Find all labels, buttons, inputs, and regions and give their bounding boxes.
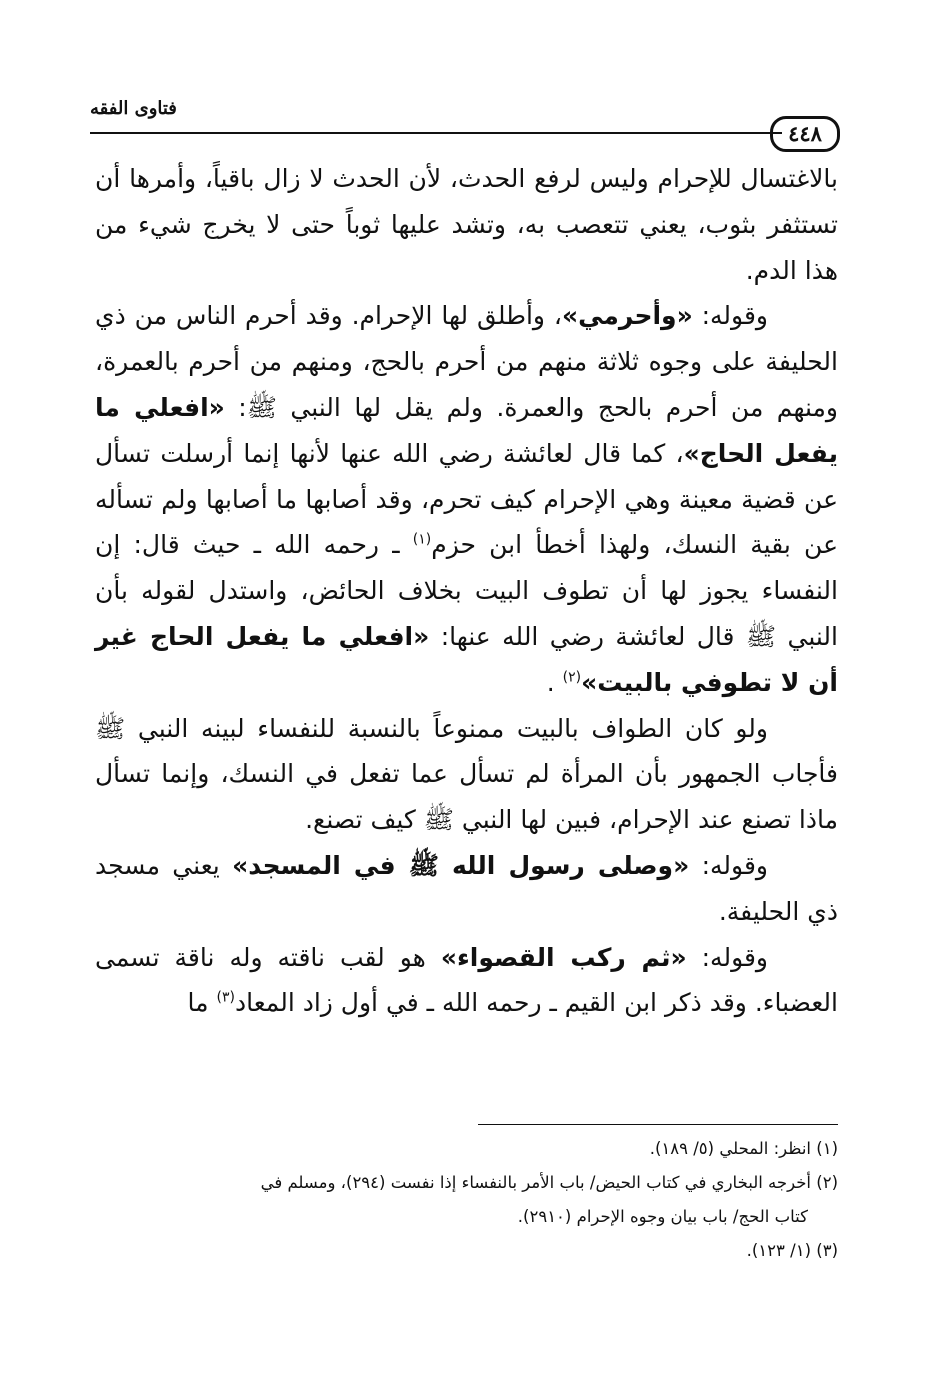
- quote-ifali: «افعلي ما يفعل الحاج»: [95, 392, 838, 468]
- header-rule: [90, 132, 782, 134]
- paragraph-1: بالاغتسال للإحرام وليس لرفع الحدث، لأن الحدث لا زال باقياً، وأمرها أن تستثفر بثوب، يعني تتعصب به، وتشد عليها ثوباً حتى لا يخرج شيء من هذا الدم.: [95, 164, 838, 285]
- quote-masjid: «وصلى رسول الله ﷺ في المسجد»: [232, 850, 690, 880]
- main-text: [95, 156, 838, 1026]
- paragraph-4: وقوله: «وصلى رسول الله ﷺ في المسجد» يعني مسجد ذي الحليفة.: [95, 850, 838, 926]
- footnote-separator: [478, 1124, 838, 1125]
- page-header: [90, 96, 840, 146]
- paragraph-3: ولو كان الطواف بالبيت ممنوعاً بالنسبة للنفساء لبينه النبي ﷺ فأجاب الجمهور بأن المرأة لم تسأل عما تفعل في النسك، وإنما تسأل ماذا تصنع عند الإحرام، فبين لها النبي ﷺ كيف تصنع.: [95, 713, 838, 835]
- footnotes: [95, 1132, 838, 1268]
- paragraph-2: وقوله: «وأحرمي»، وأطلق لها الإحرام. وقد أحرم الناس من ذي الحليفة على وجوه ثلاثة منهم من أحرم بالحج، ومنهم من أحرم بالعمرة، ومنهم من أحرم بالحج والعمرة. ولم يقل لها النبي ﷺ: «افعلي ما يفعل الحاج»، كما قال لعائشة رضي الله عنها لأنها إنما أرسلت تسأل عن قضية معينة وهي الإحرام كيف تحرم، وقد أصابها ما أصابها ولم تسأله عن بقية النسك، ولهذا أخطأ ابن حزم$^{(١)}$ ـ رحمه الله ـ حيث قال: إن النفساء يجوز لها أن تطوف البيت بخلاف الحائض، واستدل لقوله بأن النبي ﷺ قال لعائشة رضي الله عنها: «افعلي ما يفعل الحاج غير أن لا تطوفي بالبيت»$^{(٢)}$ .: [95, 301, 838, 697]
- paragraph-5: وقوله: «ثم ركب القصواء» هو لقب ناقته وله ناقة تسمى العضباء. وقد ذكر ابن القيم ـ رحمه الله ـ في أول زاد المعاد$^{(٣)}$ ما: [95, 942, 838, 1018]
- footnote-ref-1: (١): [412, 532, 432, 549]
- quote-ahrimi: «وأحرمي»: [561, 301, 693, 331]
- footnote-1: (١) انظر: المحلي (٥/ ١٨٩).: [649, 1139, 838, 1158]
- footnote-3: (٣) (١/ ١٢٣).: [746, 1241, 838, 1260]
- running-title: فتاوى الفقه: [90, 98, 177, 119]
- footnote-ref-2: (٢): [562, 669, 582, 686]
- footnote-2: (٢) أخرجه البخاري في كتاب الحيض/ باب الأمر بالنفساء إذا نفست (٢٩٤)، ومسلم في: [260, 1173, 838, 1192]
- footnote-ref-3: (٣): [216, 990, 235, 1007]
- quote-qaswa: «ثم ركب القصواء»: [440, 942, 687, 972]
- page-number-badge: ٤٤٨: [770, 116, 840, 152]
- quote-tawaf: «افعلي ما يفعل الحاج غير أن لا تطوفي بالبيت»: [95, 621, 838, 697]
- footnote-2-continued: كتاب الحج/ باب بيان وجوه الإحرام (٢٩١٠).: [517, 1207, 808, 1226]
